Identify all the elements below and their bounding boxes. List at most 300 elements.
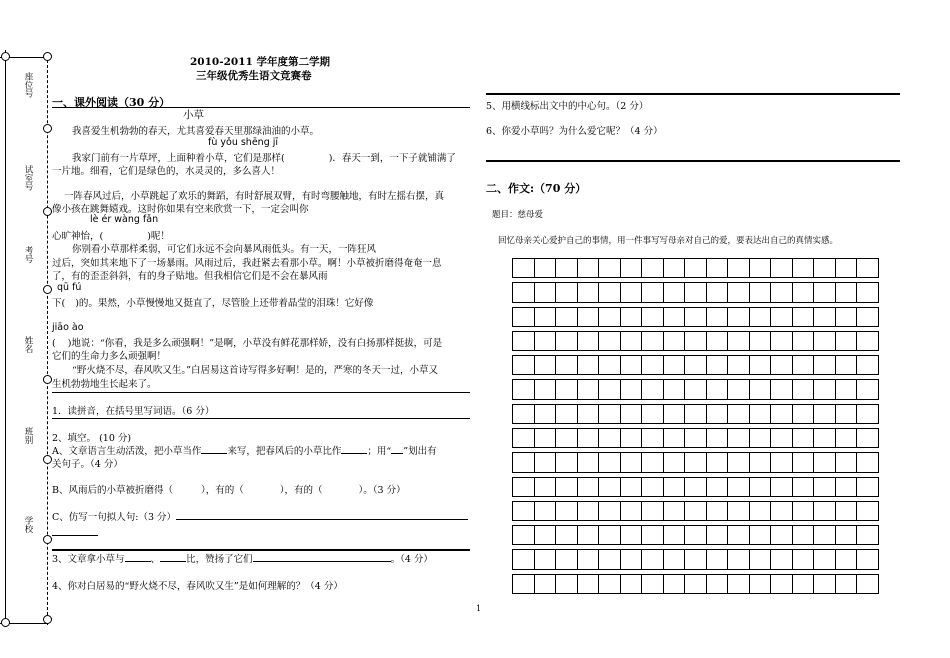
essay-grid-cell[interactable] [620,477,643,497]
question-2b [52,482,406,496]
essay-grid-cell[interactable] [706,258,729,278]
essay-grid-cell[interactable] [792,355,815,375]
essay-grid-cell[interactable] [577,379,600,399]
essay-grid-cell[interactable] [706,282,729,302]
exam-title: 三年级优秀生语文竞赛卷 [196,70,312,82]
essay-grid-cell[interactable] [641,331,664,351]
essay-grid-cell[interactable] [684,258,707,278]
essay-grid-cell[interactable] [512,404,535,424]
essay-grid-cell[interactable] [663,574,686,594]
essay-grid-cell[interactable] [534,477,557,497]
binding-hole-8 [43,615,52,624]
essay-grid-cell[interactable] [577,355,600,375]
pinyin-3: qū fú [57,282,82,293]
question-1: 1．读拼音，在括号里写词语。（6 分） [52,406,215,417]
q2b-text-2: ），有的（ [200,485,244,496]
essay-grid-cell[interactable] [727,282,750,302]
essay-grid-cell[interactable] [813,452,836,472]
essay-grid-cell[interactable] [555,379,578,399]
question-3 [52,551,433,565]
essay-grid-cell[interactable] [684,477,707,497]
essay-grid-cell[interactable] [770,501,793,521]
section1-rule [52,107,470,108]
essay-grid-cell[interactable] [792,428,815,448]
essay-grid-cell[interactable] [835,307,858,327]
essay-grid-cell[interactable] [598,355,621,375]
essay-grid-cell[interactable] [706,549,729,569]
essay-grid-cell[interactable] [749,379,772,399]
essay-grid-cell[interactable] [663,452,686,472]
essay-grid-cell[interactable] [663,404,686,424]
essay-grid-cell[interactable] [792,282,815,302]
essay-grid-cell[interactable] [706,501,729,521]
question-6: 6、你爱小草吗？为什么爱它呢？（4 分） [486,126,663,137]
essay-grid-cell[interactable] [663,501,686,521]
q3-text-1: 3、文章拿小草与 [52,554,125,565]
essay-grid-cell[interactable] [770,282,793,302]
essay-grid-cell[interactable] [684,355,707,375]
essay-grid-cell[interactable] [534,525,557,545]
essay-grid-cell[interactable] [641,574,664,594]
essay-grid-cell[interactable] [663,477,686,497]
essay-grid-cell[interactable] [856,574,879,594]
passage-p5-b: )地说：“你看，我是多么顽强啊！”是啊，小草没有鲜花那样娇，没有白扬那样挺拔，可是 [67,338,443,349]
essay-grid-cell[interactable] [749,574,772,594]
essay-grid-cell[interactable] [770,404,793,424]
pinyin-1: fù yǒu shēng jī [208,137,279,148]
essay-grid-cell[interactable] [856,355,879,375]
essay-grid-cell[interactable] [749,428,772,448]
binding-hole-7 [43,535,52,544]
essay-grid-cell[interactable] [770,355,793,375]
essay-grid-cell[interactable] [770,452,793,472]
binding-hole-2 [43,124,52,133]
essay-grid-cell[interactable] [577,258,600,278]
q2b-text-4: ）。（3 分） [358,485,406,496]
essay-grid-cell[interactable] [727,307,750,327]
passage-title: 小草 [183,109,204,121]
essay-grid-cell[interactable] [620,404,643,424]
essay-grid-cell[interactable] [856,404,879,424]
essay-grid-cell[interactable] [835,452,858,472]
essay-grid-cell[interactable] [727,404,750,424]
essay-grid-cell[interactable] [856,307,879,327]
essay-grid-cell[interactable] [856,549,879,569]
essay-grid-cell[interactable] [598,501,621,521]
essay-grid-cell[interactable] [598,477,621,497]
essay-grid-cell[interactable] [663,428,686,448]
essay-grid-cell[interactable] [792,379,815,399]
essay-grid-cell[interactable] [577,331,600,351]
essay-grid-cell[interactable] [770,379,793,399]
essay-grid-cell[interactable] [835,428,858,448]
essay-grid-cell[interactable] [620,355,643,375]
essay-grid-cell[interactable] [792,501,815,521]
essay-grid-cell[interactable] [727,501,750,521]
essay-grid-cell[interactable] [706,574,729,594]
essay-grid-cell[interactable] [512,331,535,351]
essay-grid-cell[interactable] [641,258,664,278]
essay-grid-cell[interactable] [555,404,578,424]
essay-grid-cell[interactable] [684,404,707,424]
essay-grid-cell[interactable] [534,355,557,375]
essay-grid-cell[interactable] [555,282,578,302]
essay-grid-cell[interactable] [641,404,664,424]
essay-grid-cell[interactable] [727,379,750,399]
essay-grid-cell[interactable] [555,331,578,351]
q3-blank-3[interactable] [253,561,391,562]
essay-grid-cell[interactable] [684,525,707,545]
essay-grid-cell[interactable] [512,428,535,448]
binding-hole-6 [43,455,52,464]
essay-grid-cell[interactable] [835,282,858,302]
essay-grid-cell[interactable] [813,282,836,302]
essay-grid-cell[interactable] [813,549,836,569]
essay-grid-cell[interactable] [813,355,836,375]
essay-grid-cell[interactable] [813,428,836,448]
essay-grid-cell[interactable] [727,525,750,545]
essay-grid-cell[interactable] [641,355,664,375]
q2c-answer-line-2[interactable] [52,535,98,536]
essay-grid-cell[interactable] [813,331,836,351]
essay-grid-cell[interactable] [792,525,815,545]
question-6-rule [486,160,900,162]
essay-grid-cell[interactable] [727,477,750,497]
essay-grid-cell[interactable] [856,258,879,278]
essay-grid-cell[interactable] [770,331,793,351]
essay-grid-cell[interactable] [663,258,686,278]
essay-grid-cell[interactable] [770,428,793,448]
essay-grid-cell[interactable] [577,282,600,302]
essay-grid-cell[interactable] [813,501,836,521]
name-label: 姓名 [23,336,33,353]
essay-grid-cell[interactable] [706,307,729,327]
q2a-blank-1[interactable] [201,453,227,454]
essay-grid-cell[interactable] [813,258,836,278]
q3-blank-2[interactable] [160,561,186,562]
essay-grid-cell[interactable] [813,307,836,327]
essay-grid-cell[interactable] [598,404,621,424]
essay-grid-cell[interactable] [641,549,664,569]
essay-grid-cell[interactable] [684,307,707,327]
q2a-text-4: ”划出有 [403,446,437,457]
q2a-text-1: A、文章语言生动活泼，把小草当作 [52,446,202,457]
essay-grid-cell[interactable] [598,525,621,545]
essay-grid-cell[interactable] [641,525,664,545]
essay-grid-cell[interactable] [577,404,600,424]
essay-grid-cell[interactable] [749,525,772,545]
essay-grid-cell[interactable] [835,355,858,375]
essay-grid-cell[interactable] [792,307,815,327]
q3-blank-1[interactable] [125,561,151,562]
essay-grid-cell[interactable] [835,549,858,569]
essay-grid-cell[interactable] [835,258,858,278]
essay-grid-cell[interactable] [749,501,772,521]
essay-grid-cell[interactable] [641,452,664,472]
q2c-answer-line[interactable] [176,519,468,520]
essay-grid-cell[interactable] [856,452,879,472]
essay-grid-cell[interactable] [770,574,793,594]
passage-p3-line3 [52,228,170,242]
pinyin-4: jiāo ào [52,322,84,333]
essay-grid-cell[interactable] [835,477,858,497]
exam-term-title: 2010-2011 学年度第二学期 [190,56,330,68]
q3-text-2: 、 [150,554,161,565]
essay-grid-cell[interactable] [749,307,772,327]
essay-grid-cell[interactable] [684,574,707,594]
essay-grid-cell[interactable] [706,525,729,545]
essay-instruction: 回忆母亲关心爱护自己的事情，用一件事写写母亲对自己的爱，要表达出自己的真情实感。 [498,236,839,246]
essay-grid-cell[interactable] [727,452,750,472]
essay-grid-cell[interactable] [706,452,729,472]
question-2a-cont: 关句子。（4 分） [52,459,123,470]
essay-grid-cell[interactable] [663,355,686,375]
essay-grid-cell[interactable] [534,379,557,399]
essay-grid-cell[interactable] [749,549,772,569]
page-number: 1 [476,604,482,613]
question-2: 2、填空。 (10 分) [52,433,132,444]
binding-hole-5 [43,375,52,384]
essay-grid-cell[interactable] [856,501,879,521]
essay-grid-cell[interactable] [598,282,621,302]
essay-grid-cell[interactable] [555,574,578,594]
essay-grid-cell[interactable] [577,574,600,594]
essay-grid-cell[interactable] [534,549,557,569]
essay-grid-cell[interactable] [577,428,600,448]
essay-grid-cell[interactable] [663,379,686,399]
essay-grid-cell[interactable] [555,501,578,521]
essay-grid-cell[interactable] [706,331,729,351]
essay-grid-cell[interactable] [792,477,815,497]
essay-grid-cell[interactable] [856,428,879,448]
q2b-text-3: ），有的（ [279,485,323,496]
essay-grid-cell[interactable] [813,477,836,497]
essay-grid-cell[interactable] [577,525,600,545]
essay-grid-cell[interactable] [727,355,750,375]
essay-grid-cell[interactable] [512,282,535,302]
essay-grid-cell[interactable] [534,331,557,351]
q2a-underline-sample [391,453,403,454]
essay-grid-cell[interactable] [534,452,557,472]
essay-grid-cell[interactable] [620,501,643,521]
essay-grid-cell[interactable] [770,549,793,569]
seat-number-label: 座位号 [23,72,33,98]
essay-grid-cell[interactable] [727,574,750,594]
essay-grid-cell[interactable] [641,282,664,302]
essay-grid-cell[interactable] [792,452,815,472]
essay-grid-cell[interactable] [555,428,578,448]
essay-grid-cell[interactable] [620,525,643,545]
essay-grid-cell[interactable] [555,477,578,497]
passage-p4-line1: 你别看小草那样柔弱，可它们永远不会向暴风雨低头。有一天，一阵狂风 [72,244,377,255]
q2c-text: C、仿写一句拟人句:（3 分） [52,512,177,523]
essay-grid-cell[interactable] [835,501,858,521]
essay-grid-cell[interactable] [835,525,858,545]
essay-grid-cell[interactable] [856,331,879,351]
essay-grid-cell[interactable] [663,307,686,327]
essay-grid-cell[interactable] [813,525,836,545]
essay-grid-cell[interactable] [620,258,643,278]
essay-grid-cell[interactable] [512,525,535,545]
essay-grid-cell[interactable] [835,574,858,594]
essay-grid-cell[interactable] [577,501,600,521]
essay-grid-cell[interactable] [512,477,535,497]
section2-heading: 二、作文:（70 分） [486,182,587,195]
essay-grid-cell[interactable] [792,549,815,569]
essay-grid-cell[interactable] [684,379,707,399]
essay-grid-cell[interactable] [684,501,707,521]
essay-grid-cell[interactable] [598,331,621,351]
essay-grid-cell[interactable] [706,379,729,399]
binding-hole-1 [43,52,52,61]
essay-grid-cell[interactable] [749,258,772,278]
passage-p5-line1 [52,335,442,349]
essay-grid-cell[interactable] [684,282,707,302]
essay-grid-cell[interactable] [598,574,621,594]
essay-grid-cell[interactable] [813,404,836,424]
essay-grid-cell[interactable] [620,379,643,399]
essay-grid-cell[interactable] [663,282,686,302]
essay-grid-cell[interactable] [555,525,578,545]
q3-text-3: 比，赞扬了它们 [186,554,253,565]
essay-grid-cell[interactable] [813,574,836,594]
essay-grid-cell[interactable] [641,428,664,448]
essay-grid-cell[interactable] [727,258,750,278]
essay-grid-cell[interactable] [856,379,879,399]
essay-grid-cell[interactable] [577,477,600,497]
essay-grid-cell[interactable] [555,258,578,278]
essay-grid-cell[interactable] [727,331,750,351]
passage-p5-line2: 它们的生命力多么顽强啊！ [52,351,167,362]
question-5: 5、用横线标出文中的中心句。（2 分） [486,101,649,112]
essay-grid-cell[interactable] [856,477,879,497]
essay-grid-cell[interactable] [512,574,535,594]
essay-grid-cell[interactable] [749,452,772,472]
essay-grid-cell[interactable] [813,379,836,399]
essay-grid-cell[interactable] [555,452,578,472]
essay-grid-cell[interactable] [577,452,600,472]
essay-grid-cell[interactable] [792,258,815,278]
essay-grid-cell[interactable] [749,282,772,302]
essay-grid-cell[interactable] [727,428,750,448]
essay-grid-cell[interactable] [856,282,879,302]
essay-grid-cell[interactable] [598,428,621,448]
essay-grid-cell[interactable] [835,379,858,399]
essay-grid-cell[interactable] [706,404,729,424]
passage-p2-line2: 一片地。细看，它们是绿色的，水灵灵的，多么喜人！ [52,166,281,177]
essay-grid-cell[interactable] [534,501,557,521]
essay-grid-cell[interactable] [727,549,750,569]
essay-grid-cell[interactable] [770,525,793,545]
binding-hole-3 [43,207,52,216]
essay-grid-cell[interactable] [835,404,858,424]
passage-p2-a: 我家门前有一片草坪，上面种着小草，它们是那样( [72,153,285,164]
essay-grid-cell[interactable] [706,428,729,448]
essay-grid-cell[interactable] [792,331,815,351]
essay-grid-cell[interactable] [620,574,643,594]
essay-grid-cell[interactable] [577,307,600,327]
essay-grid-cell[interactable] [598,549,621,569]
essay-grid-cell[interactable] [641,307,664,327]
essay-grid-cell[interactable] [534,404,557,424]
essay-grid-cell[interactable] [512,258,535,278]
essay-grid-cell[interactable] [512,501,535,521]
essay-grid-cell[interactable] [512,307,535,327]
essay-grid-cell[interactable] [598,379,621,399]
exam-number-label: 考号 [23,246,33,263]
essay-grid-cell[interactable] [577,549,600,569]
essay-grid-cell[interactable] [534,574,557,594]
essay-grid-cell[interactable] [706,355,729,375]
essay-grid-cell[interactable] [663,525,686,545]
essay-grid-cell[interactable] [770,258,793,278]
essay-grid-cell[interactable] [512,549,535,569]
essay-grid-cell[interactable] [641,477,664,497]
passage-p5-a: ( [52,338,56,349]
essay-grid-cell[interactable] [555,355,578,375]
essay-grid-cell[interactable] [620,428,643,448]
passage-p3-line2: 像小孩在跳舞嬉戏。这时你如果有空来欣赏一下，一定会叫你 [52,204,309,215]
essay-grid-cell[interactable] [641,379,664,399]
essay-grid-cell[interactable] [792,574,815,594]
essay-grid-cell[interactable] [749,331,772,351]
essay-grid-cell[interactable] [684,452,707,472]
essay-grid-cell[interactable] [598,258,621,278]
essay-grid-cell[interactable] [555,549,578,569]
essay-grid-cell[interactable] [534,307,557,327]
essay-grid-cell[interactable] [856,525,879,545]
essay-grid-cell[interactable] [598,452,621,472]
essay-grid-cell[interactable] [598,307,621,327]
essay-grid-cell[interactable] [770,477,793,497]
essay-grid-cell[interactable] [620,549,643,569]
essay-grid-cell[interactable] [534,282,557,302]
essay-grid-cell[interactable] [749,477,772,497]
essay-grid-cell[interactable] [684,428,707,448]
essay-grid-cell[interactable] [749,355,772,375]
essay-grid-cell[interactable] [663,549,686,569]
class-label: 班别 [23,427,33,444]
essay-grid-cell[interactable] [555,307,578,327]
essay-grid-cell[interactable] [792,404,815,424]
essay-grid-cell[interactable] [663,331,686,351]
essay-grid-cell[interactable] [620,307,643,327]
essay-grid-cell[interactable] [620,452,643,472]
essay-grid-cell[interactable] [706,477,729,497]
essay-grid-cell[interactable] [835,331,858,351]
essay-grid-cell[interactable] [512,355,535,375]
essay-grid-cell[interactable] [770,307,793,327]
essay-writing-grid[interactable] [512,258,878,594]
q2a-blank-2[interactable] [341,453,367,454]
q3-text-4: 。（4 分） [390,554,433,565]
passage-p3-d: )呢！ [147,231,170,242]
essay-grid-cell[interactable] [684,331,707,351]
essay-grid-cell[interactable] [512,452,535,472]
q2a-text-3: ；用“ [367,446,392,457]
essay-grid-cell[interactable] [641,501,664,521]
essay-grid-cell[interactable] [749,404,772,424]
passage-p3-line1: 一阵春风过后，小草跳起了欢乐的舞蹈，有时舒展双臂，有时弯腰触地，有时左摇右摆，真 [64,191,445,202]
essay-grid-cell[interactable] [534,428,557,448]
passage-p4-d: 下( [52,298,66,309]
essay-grid-cell[interactable] [620,331,643,351]
essay-grid-cell[interactable] [512,379,535,399]
essay-grid-cell[interactable] [534,258,557,278]
essay-grid-cell[interactable] [620,282,643,302]
essay-grid-cell[interactable] [684,549,707,569]
right-top-rule [486,93,900,95]
